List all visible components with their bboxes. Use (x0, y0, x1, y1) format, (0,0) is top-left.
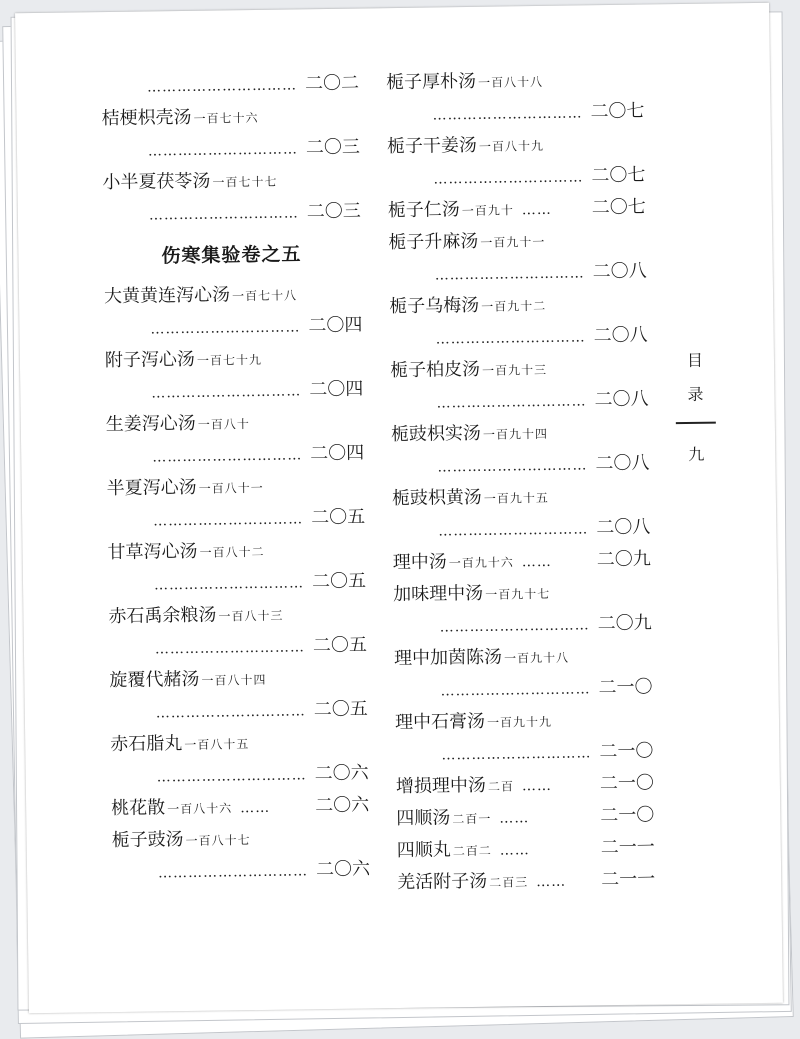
toc-entry (105, 342, 368, 410)
page-ref: 二〇五 (311, 570, 367, 593)
formula-name: 旋覆代赭汤 (109, 668, 200, 692)
toc-entry (110, 726, 373, 794)
toc-entry (104, 278, 367, 346)
leader-dots: ………………………… (441, 745, 592, 764)
toc-entry (397, 864, 659, 900)
page-ref: 二〇九 (597, 612, 652, 635)
formula-name: 栀子升麻汤 (388, 230, 479, 254)
toc-entry (107, 534, 370, 602)
page-ref: 二〇四 (308, 314, 363, 337)
leader-dots: ………………………… (147, 141, 299, 160)
toc-entry (390, 352, 653, 420)
formula-number: 一百八十七 (185, 833, 251, 849)
formula-number: 一百九十二 (481, 298, 547, 314)
formula-name: 桃花散 (111, 797, 166, 820)
leader-dots: …… (521, 201, 552, 219)
formula-name: 桔梗枳壳汤 (101, 106, 192, 130)
page-ref: 二〇五 (310, 506, 366, 529)
formula-number: 一百八十 (197, 417, 250, 432)
toc-entry (386, 64, 649, 132)
formula-number: 一百九十八 (504, 650, 570, 666)
page-ref: 二〇七 (591, 164, 646, 187)
leader-dots: …… (499, 842, 530, 859)
toc-entry (388, 192, 650, 228)
toc-entry (391, 416, 654, 484)
page-ref: 二〇三 (306, 200, 361, 223)
formula-name: 栀豉枳实汤 (390, 422, 482, 446)
formula-number: 一百八十一 (198, 480, 264, 496)
page-ref: 二〇五 (312, 634, 368, 657)
formula-name: 大黄黄连泻心汤 (103, 284, 231, 308)
formula-number: 一百九十六 (448, 555, 514, 571)
page-ref: 二〇五 (313, 698, 368, 721)
formula-number: 一百九十五 (483, 490, 549, 506)
formula-name: 栀子豉汤 (111, 829, 184, 852)
toc-entry (106, 406, 369, 474)
page-ref: 二〇八 (592, 260, 647, 283)
toc-entry (388, 224, 651, 292)
formula-number: 一百九十 (461, 203, 514, 219)
formula-name: 栀子仁汤 (387, 199, 460, 222)
formula-number: 一百七十九 (196, 352, 263, 368)
formula-number: 一百九十九 (486, 714, 553, 730)
leader-dots: ………………………… (439, 617, 590, 636)
toc-entry (111, 790, 373, 826)
left-column (101, 68, 374, 890)
formula-number: 一百八十九 (478, 138, 545, 154)
formula-number: 二百 (487, 779, 515, 794)
leader-dots: ………………………… (157, 863, 309, 882)
leader-dots: ………………………… (438, 521, 589, 540)
formula-name: 栀子柏皮汤 (389, 358, 481, 382)
leader-dots: ………………………… (155, 703, 306, 722)
page-ref: 二一〇 (599, 772, 655, 795)
formula-name: 甘草泻心汤 (107, 540, 198, 564)
formula-number: 一百八十四 (201, 672, 267, 688)
leader-dots: …… (521, 553, 552, 571)
formula-number: 一百八十六 (167, 801, 233, 817)
formula-number: 一百八十五 (184, 737, 250, 753)
leader-dots: ………………………… (150, 319, 301, 338)
formula-name: 附子泻心汤 (104, 348, 196, 372)
formula-name: 理中汤 (392, 551, 447, 574)
page-ref: 二〇九 (596, 548, 651, 571)
toc-entry (111, 822, 374, 890)
leader-dots: ………………………… (432, 105, 583, 124)
formula-number: 一百九十三 (481, 362, 548, 378)
formula-number: 一百九十四 (482, 426, 549, 442)
formula-name: 理中加茵陈汤 (393, 646, 503, 670)
formula-name: 生姜泻心汤 (105, 412, 196, 436)
toc-entry (395, 704, 658, 772)
formula-number: 一百七十七 (212, 174, 278, 190)
toc-entry (393, 576, 656, 644)
page-ref: 二〇八 (594, 388, 649, 411)
page-ref: 二一〇 (599, 740, 654, 763)
leader-dots: ………………………… (146, 77, 298, 96)
section-title: 伤寒集验卷之五 (161, 243, 302, 268)
page-ref: 二〇八 (595, 452, 650, 475)
toc-entry (101, 68, 363, 104)
formula-number: 一百七十六 (193, 110, 259, 126)
toc-entry (387, 128, 650, 196)
formula-number: 一百九十一 (480, 234, 546, 250)
page-ref: 二〇六 (314, 762, 369, 785)
formula-number: 二百一 (452, 811, 492, 827)
toc-entry (389, 288, 652, 356)
leader-dots: ………………………… (434, 265, 585, 284)
page-ref: 二〇四 (310, 442, 365, 465)
formula-name: 栀子厚朴汤 (385, 70, 477, 94)
formula-name: 加味理中汤 (393, 582, 484, 606)
leader-dots: ………………………… (152, 447, 303, 466)
leader-dots: ………………………… (148, 205, 299, 224)
page-ref: 二一一 (600, 836, 655, 859)
toc-page (15, 3, 783, 1013)
toc-entry (108, 598, 371, 666)
page-ref: 二〇八 (593, 324, 648, 347)
formula-name: 栀子干姜汤 (386, 134, 478, 158)
formula-name: 栀子乌梅汤 (389, 294, 480, 318)
leader-dots: ………………………… (437, 457, 588, 476)
toc-entry (393, 544, 655, 580)
formula-name: 赤石脂丸 (110, 733, 183, 756)
leader-dots: …… (521, 777, 553, 795)
leader-dots: ………………………… (435, 329, 586, 348)
side-tab-rule (676, 422, 716, 425)
formula-number: 一百九十七 (485, 586, 551, 602)
toc-entry (396, 800, 658, 836)
formula-name: 半夏泻心汤 (106, 476, 197, 500)
leader-dots: ………………………… (436, 393, 587, 412)
side-tab (680, 344, 712, 472)
page-ref: 二〇七 (590, 100, 645, 123)
leader-dots: ………………………… (156, 767, 307, 786)
page-ref: 二〇三 (305, 136, 361, 159)
formula-name: 理中石膏汤 (394, 710, 486, 734)
page-ref: 二〇二 (304, 72, 360, 95)
page-ref: 二〇六 (315, 794, 370, 817)
formula-name: 增损理中汤 (395, 774, 487, 798)
formula-name: 栀豉枳黄汤 (391, 486, 483, 510)
leader-dots: ………………………… (440, 681, 591, 700)
page-number: 九 (688, 444, 705, 464)
formula-number: 一百八十二 (199, 544, 265, 560)
leader-dots: …… (536, 873, 567, 891)
leader-dots: ………………………… (151, 383, 302, 402)
page-ref: 二〇六 (315, 858, 371, 881)
toc-entry (396, 768, 658, 804)
toc-entry (394, 640, 657, 708)
leader-dots: …… (240, 799, 271, 817)
page-ref: 二一〇 (600, 804, 655, 827)
side-tab-char: 目 (686, 350, 704, 370)
formula-number: 一百八十三 (218, 608, 284, 624)
leader-dots: …… (499, 810, 530, 827)
toc-entry (101, 100, 364, 168)
side-tab-char: 录 (687, 384, 704, 404)
formula-number: 一百七十八 (231, 288, 298, 304)
toc-entry (102, 164, 365, 232)
toc-entry (106, 470, 369, 538)
toc-entry (392, 480, 655, 548)
page-ref: 二〇四 (309, 378, 364, 401)
leader-dots: ………………………… (433, 169, 584, 188)
right-column (386, 64, 660, 900)
toc-entry (397, 832, 659, 868)
toc-entry (109, 662, 372, 730)
page-ref: 二〇七 (591, 196, 646, 219)
formula-name: 赤石禹余粮汤 (108, 604, 217, 628)
formula-name: 四顺丸 (396, 839, 451, 862)
formula-number: 二百二 (452, 843, 492, 859)
leader-dots: ………………………… (153, 511, 304, 530)
formula-number: 一百八十八 (477, 74, 544, 90)
formula-number: 二百三 (489, 875, 529, 890)
formula-name: 小半夏茯苓汤 (102, 170, 211, 194)
page-ref: 二一〇 (598, 676, 653, 699)
formula-name: 羌活附子汤 (397, 870, 488, 894)
page-ref: 二〇八 (596, 516, 651, 539)
page-ref: 二一一 (601, 868, 656, 891)
formula-name: 四顺汤 (396, 807, 451, 830)
leader-dots: ………………………… (153, 575, 305, 594)
leader-dots: ………………………… (154, 639, 306, 658)
